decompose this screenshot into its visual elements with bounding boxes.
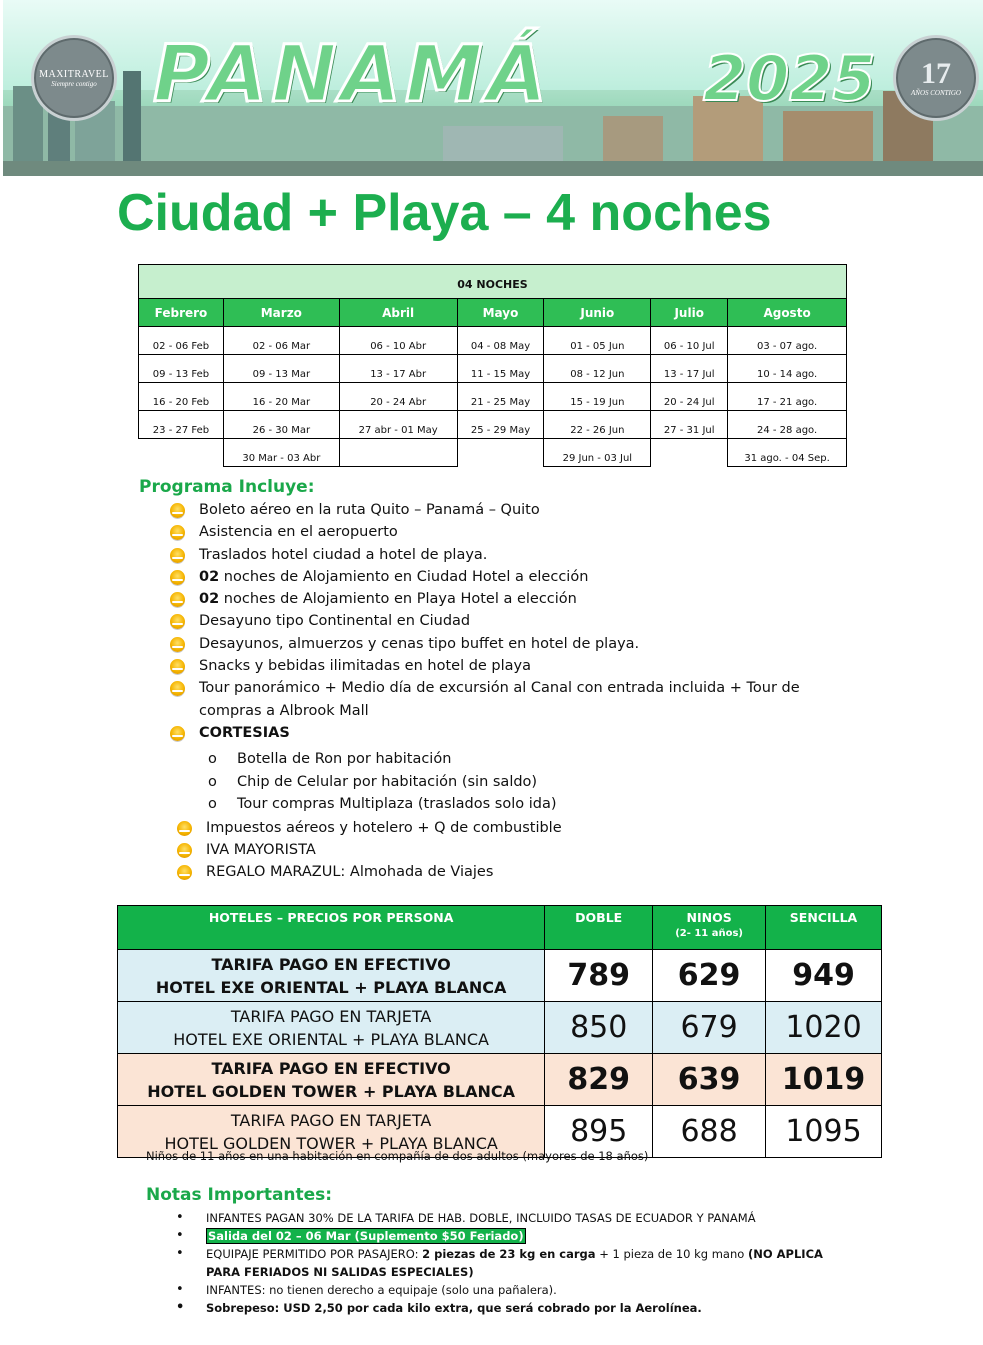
date-cell: 09 - 13 Feb <box>139 355 224 383</box>
sun-bullet-icon <box>170 570 185 585</box>
item-text: Tour panorámico + Medio día de excursión al Canal con entrada incluida + Tour de compras a Albrook Mall <box>199 680 800 719</box>
logo-right-number: 17 <box>921 57 951 90</box>
col-header-sencilla: SENCILLA <box>766 906 882 950</box>
note-text: + 1 pieza de 10 kg mano <box>595 1247 748 1261</box>
sun-bullet-icon <box>177 843 192 858</box>
note-item <box>176 1245 856 1281</box>
list-item <box>170 610 850 632</box>
highlighted-note: Salida del 02 – 06 Mar (Suplemento $50 Feriado) <box>208 1229 524 1243</box>
rate-line1: TARIFA PAGO EN TARJETA <box>230 1006 432 1026</box>
date-cell: 11 - 15 May <box>457 355 544 383</box>
rate-line2: HOTEL GOLDEN TOWER + PLAYA BLANCA <box>164 1133 498 1153</box>
date-cell: 13 - 17 Jul <box>651 355 728 383</box>
circle-bullet-icon: o <box>208 773 217 790</box>
date-cell: 02 - 06 Mar <box>223 327 339 355</box>
circle-bullet-icon: o <box>208 751 217 768</box>
table-row <box>118 1054 882 1106</box>
date-cell: 10 - 14 ago. <box>728 355 847 383</box>
page-subtitle: Ciudad + Playa – 4 noches <box>117 184 772 242</box>
program-title: Programa Incluye: <box>139 477 315 497</box>
date-cell: 04 - 08 May <box>457 327 544 355</box>
price-sencilla: 1095 <box>766 1106 882 1158</box>
date-cell: 23 - 27 Feb <box>139 411 224 439</box>
children-footnote: Niños de 11 años en una habitación en compañía de dos adultos (mayores de 18 años) <box>146 1149 649 1163</box>
date-cell <box>651 439 728 467</box>
table-row <box>118 1002 882 1054</box>
month-header: Marzo <box>223 299 339 327</box>
rate-line2: HOTEL EXE ORIENTAL + PLAYA BLANCA <box>155 977 507 997</box>
item-text: noches de Alojamiento en Ciudad Hotel a elección <box>219 568 589 585</box>
col-header-hotels: HOTELES – PRECIOS POR PERSONA <box>118 906 545 950</box>
month-header: Junio <box>544 299 651 327</box>
courtesy-item <box>170 771 850 793</box>
departure-dates-table <box>138 264 847 467</box>
courtesy-text: Chip de Celular por habitación (sin saldo) <box>237 773 538 790</box>
sun-bullet-icon <box>170 637 185 652</box>
month-header: Mayo <box>457 299 544 327</box>
date-cell: 31 ago. - 04 Sep. <box>728 439 847 467</box>
courtesy-item <box>170 793 850 815</box>
item-text: IVA MAYORISTA <box>206 842 316 858</box>
nights-count: 02 <box>199 568 220 585</box>
col-header-doble: DOBLE <box>545 906 653 950</box>
date-cell: 27 - 31 Jul <box>651 411 728 439</box>
sun-bullet-icon <box>170 503 185 518</box>
list-item <box>170 544 850 566</box>
price-sencilla: 1019 <box>766 1054 882 1106</box>
note-item: • INFANTES PAGAN 30% DE LA TARIFA DE HAB. DOBLE, INCLUIDO TASAS DE ECUADOR Y PANAMÁ <box>176 1209 856 1227</box>
date-cell: 27 abr - 01 May <box>339 411 457 439</box>
date-cell: 20 - 24 Jul <box>651 383 728 411</box>
note-item: • INFANTES: no tienen derecho a equipaje (solo una pañalera). <box>176 1281 856 1299</box>
price-doble: 789 <box>545 950 653 1002</box>
table-row <box>118 950 882 1002</box>
sun-bullet-icon <box>170 659 185 674</box>
date-cell <box>339 439 457 467</box>
sun-bullet-icon <box>170 548 185 563</box>
date-cell: 06 - 10 Abr <box>339 327 457 355</box>
date-cell: 21 - 25 May <box>457 383 544 411</box>
month-header: Febrero <box>139 299 224 327</box>
logo-left-tagline: Siempre contigo <box>51 79 97 88</box>
list-item <box>170 677 850 722</box>
program-list <box>170 499 850 815</box>
sun-bullet-icon <box>170 614 185 629</box>
item-text: Desayunos, almuerzos y cenas tipo buffet en hotel de playa. <box>199 635 640 652</box>
price-doble: 850 <box>545 1002 653 1054</box>
price-doble: 829 <box>545 1054 653 1106</box>
item-text: REGALO MARAZUL: Almohada de Viajes <box>206 864 494 880</box>
month-header: Abril <box>339 299 457 327</box>
list-item <box>177 861 857 883</box>
rate-name-cell <box>118 1054 545 1106</box>
price-ninos: 688 <box>653 1106 766 1158</box>
date-cell: 20 - 24 Abr <box>339 383 457 411</box>
date-cell: 30 Mar - 03 Abr <box>223 439 339 467</box>
rate-line1: TARIFA PAGO EN TARJETA <box>230 1110 432 1130</box>
date-cell: 16 - 20 Feb <box>139 383 224 411</box>
sun-bullet-icon <box>177 821 192 836</box>
notes-list <box>176 1209 856 1317</box>
notes-title: Notas Importantes: <box>146 1185 333 1205</box>
date-cell: 25 - 29 May <box>457 411 544 439</box>
rate-name-cell <box>118 1002 545 1054</box>
maxitravel-logo <box>31 35 117 121</box>
month-header: Agosto <box>728 299 847 327</box>
list-item <box>170 655 850 677</box>
date-cell: 26 - 30 Mar <box>223 411 339 439</box>
price-ninos: 629 <box>653 950 766 1002</box>
date-cell: 22 - 26 Jun <box>544 411 651 439</box>
sun-bullet-icon <box>170 726 185 741</box>
logo-right-text: AÑOS CONTIGO <box>911 89 961 97</box>
item-text: noches de Alojamiento en Playa Hotel a elección <box>219 591 577 608</box>
rate-line1: TARIFA PAGO EN EFECTIVO <box>211 1058 451 1078</box>
ninos-age-range: (2- 11 años) <box>675 928 744 939</box>
courtesy-text: Botella de Ron por habitación <box>237 751 452 768</box>
date-cell <box>139 439 224 467</box>
item-text: Boleto aéreo en la ruta Quito – Panamá – Quito <box>199 502 540 518</box>
list-item <box>177 817 857 839</box>
price-doble: 895 <box>545 1106 653 1158</box>
item-text: CORTESIAS <box>199 724 290 741</box>
note-text: EQUIPAJE PERMITIDO POR PASAJERO: <box>206 1247 423 1261</box>
item-text: Snacks y bebidas ilimitadas en hotel de playa <box>199 658 532 675</box>
note-bold: 2 piezas de 23 kg en carga <box>422 1247 596 1261</box>
date-cell: 01 - 05 Jun <box>544 327 651 355</box>
list-item <box>170 588 850 610</box>
sun-bullet-icon <box>177 865 192 880</box>
date-cell: 02 - 06 Feb <box>139 327 224 355</box>
list-item <box>170 722 850 744</box>
date-cell: 13 - 17 Abr <box>339 355 457 383</box>
circle-bullet-icon: o <box>208 795 217 812</box>
item-text: Traslados hotel ciudad a hotel de playa. <box>199 546 488 563</box>
date-cell: 29 Jun - 03 Jul <box>544 439 651 467</box>
date-cell: 09 - 13 Mar <box>223 355 339 383</box>
anniversary-logo <box>893 35 979 121</box>
dates-table-header: 04 NOCHES <box>139 265 847 299</box>
price-sencilla: 949 <box>766 950 882 1002</box>
courtesy-text: Tour compras Multiplaza (traslados solo ida) <box>237 795 557 812</box>
header-banner <box>3 0 983 176</box>
item-text: Impuestos aéreos y hotelero + Q de combustible <box>206 820 562 836</box>
courtesy-item <box>170 748 850 770</box>
date-cell <box>457 439 544 467</box>
sun-bullet-icon <box>170 592 185 607</box>
program-extra-list <box>177 817 857 883</box>
date-cell: 15 - 19 Jun <box>544 383 651 411</box>
note-item <box>176 1227 856 1245</box>
sun-bullet-icon <box>170 681 185 696</box>
rate-line2: HOTEL GOLDEN TOWER + PLAYA BLANCA <box>147 1081 515 1101</box>
ninos-label: NINOS <box>686 910 732 925</box>
date-cell: 03 - 07 ago. <box>728 327 847 355</box>
list-item <box>170 499 850 521</box>
banner-year: 2025 <box>703 42 876 115</box>
list-item <box>170 566 850 588</box>
price-ninos: 639 <box>653 1054 766 1106</box>
banner-title: PANAMÁ <box>153 30 552 120</box>
note-item: • Sobrepeso: USD 2,50 por cada kilo extra, que será cobrado por la Aerolínea. <box>176 1299 856 1317</box>
note-bold: (NO APLICA PARA FERIADOS NI SALIDAS ESPECIALES) <box>206 1247 823 1279</box>
date-cell: 16 - 20 Mar <box>223 383 339 411</box>
month-header: Julio <box>651 299 728 327</box>
list-item <box>170 521 850 543</box>
list-item <box>170 633 850 655</box>
date-cell: 24 - 28 ago. <box>728 411 847 439</box>
date-cell: 08 - 12 Jun <box>544 355 651 383</box>
sun-bullet-icon <box>170 525 185 540</box>
item-text: Asistencia en el aeropuerto <box>199 524 398 541</box>
rate-name-cell <box>118 950 545 1002</box>
rate-line2: HOTEL EXE ORIENTAL + PLAYA BLANCA <box>173 1029 489 1049</box>
list-item <box>177 839 857 861</box>
date-cell: 17 - 21 ago. <box>728 383 847 411</box>
price-sencilla: 1020 <box>766 1002 882 1054</box>
rate-line1: TARIFA PAGO EN EFECTIVO <box>211 954 451 974</box>
logo-left-name: MAXITRAVEL <box>39 68 109 80</box>
item-text: Desayuno tipo Continental en Ciudad <box>199 613 471 630</box>
prices-table <box>117 905 882 1158</box>
col-header-ninos <box>653 906 766 950</box>
price-ninos: 679 <box>653 1002 766 1054</box>
nights-count: 02 <box>199 591 220 608</box>
date-cell: 06 - 10 Jul <box>651 327 728 355</box>
